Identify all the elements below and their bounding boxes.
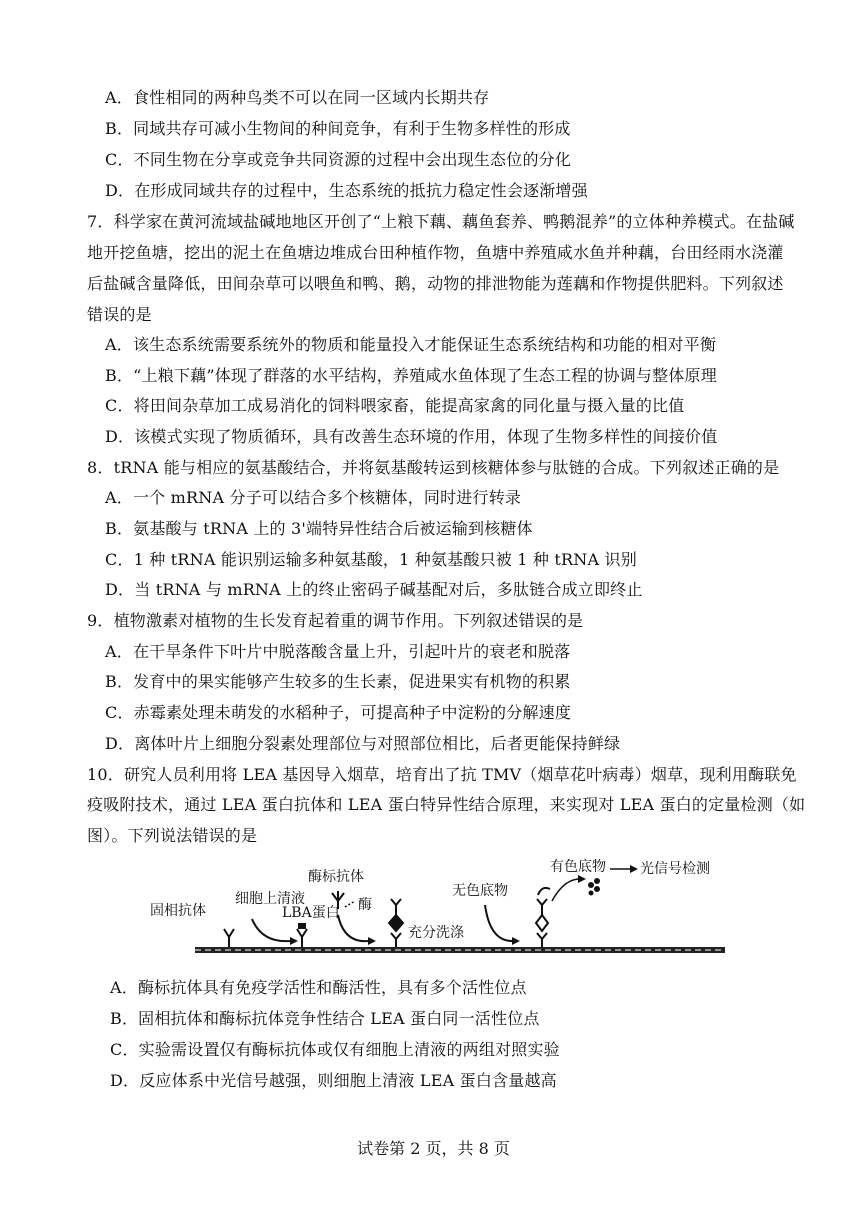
q10-stem-line-3: 图）。下列说法错误的是 — [87, 826, 258, 845]
q6-option-c: C．不同生物在分享或竞争共同资源的过程中会出现生态位的分化 — [105, 150, 572, 169]
q7-stem-line-2: 地开挖鱼塘，挖出的泥土在鱼塘边堆成台田种植作物，鱼塘中养殖咸水鱼并种藕，台田经雨水浇灌 — [87, 243, 784, 262]
label-wash: 充分洗涤 — [408, 925, 464, 941]
q7-option-b: B．“上粮下藕”体现了群落的水平结构，养殖咸水鱼体现了生态工程的协调与整体原理 — [105, 366, 717, 385]
q10-stem-line-1: 10．研究人员利用将 LEA 基因导入烟草，培育出了抗 TMV（烟草花叶病毒）烟草，现利用酶联免 — [87, 765, 797, 784]
q6-option-b: B．同域共存可减小生物间的种间竞争，有利于生物多样性的形成 — [105, 119, 571, 138]
q8-option-a: A．一个 mRNA 分子可以结合多个核糖体，同时进行转录 — [105, 488, 522, 507]
solid-antibody-icon — [224, 929, 234, 947]
q6-option-d: D．在形成同域共存的过程中，生态系统的抵抗力稳定性会逐渐增强 — [105, 181, 588, 200]
label-lba-protein: LBA蛋白 — [282, 905, 340, 921]
page-footer: 试卷第 2 页，共 8 页 — [357, 1139, 510, 1158]
label-solid-antibody: 固相抗体 — [150, 903, 206, 919]
arrow-1 — [252, 919, 290, 941]
q7-option-c: C．将田间杂草加工成易消化的饲料喂家畜，能提高家禽的同化量与摄入量的比值 — [105, 396, 685, 415]
final-complex-icon — [536, 888, 550, 947]
q8-stem: 8．tRNA 能与相应的氨基酸结合，并将氨基酸转运到核糖体参与肽链的合成。下列叙述正确的是 — [87, 458, 780, 477]
label-enzyme: 酶 — [358, 897, 372, 913]
q9-option-b: B．发育中的果实能够产生较多的生长素，促进果实有机物的积累 — [105, 672, 571, 691]
label-enzyme-antibody: 酶标抗体 — [308, 869, 364, 885]
q10-stem-line-2: 疫吸附技术，通过 LEA 蛋白抗体和 LEA 蛋白特异性结合原理，来实现对 LEA 蛋白的定量检测（如 — [87, 795, 806, 814]
label-colored-product: 有色底物 — [550, 859, 606, 875]
arrow-4 — [552, 879, 580, 901]
label-signal-detect: 光信号检测 — [640, 861, 710, 877]
bound-protein-icon — [297, 929, 307, 947]
arrow-3 — [485, 905, 512, 941]
label-supernatant: 细胞上清液 — [235, 891, 305, 907]
q10-option-a: A．酶标抗体具有免疫学活性和酶活性，具有多个活性位点 — [110, 978, 527, 997]
q10-option-d: D．反应体系中光信号越强，则细胞上清液 LEA 蛋白含量越高 — [110, 1071, 557, 1090]
q7-option-d: D．该模式实现了物质循环，具有改善生态环境的作用，体现了生物多样性的间接价值 — [105, 427, 718, 446]
label-colorless-substrate: 无色底物 — [452, 883, 508, 899]
elisa-diagram — [140, 855, 760, 965]
q8-option-c: C．1 种 tRNA 能识别运输多种氨基酸，1 种氨基酸只被 1 种 tRNA 识别 — [105, 550, 637, 569]
q7-stem-line-4: 错误的是 — [87, 305, 152, 324]
q7-option-a: A．该生态系统需要系统外的物质和能量投入才能保证生态系统结构和功能的相对平衡 — [105, 335, 717, 354]
q6-option-a: A．食性相同的两种鸟类不可以在同一区域内长期共存 — [105, 88, 490, 107]
q7-stem-line-3: 后盐碱含量降低，田间杂草可以喂鱼和鸭、鹅，动物的排泄物能为莲藕和作物提供肥料。下列叙述 — [87, 274, 784, 293]
q8-option-b: B．氨基酸与 tRNA 上的 3'端特异性结合后被运输到核糖体 — [105, 519, 533, 538]
arrow-2 — [338, 915, 368, 941]
q10-option-b: B．固相抗体和酶标抗体竞争性结合 LEA 蛋白同一活性位点 — [110, 1009, 540, 1028]
q9-option-d: D．离体叶片上细胞分裂素处理部位与对照部位相比，后者更能保持鲜绿 — [105, 734, 621, 753]
q9-option-a: A．在干旱条件下叶片中脱落酸含量上升，引起叶片的衰老和脱落 — [105, 642, 571, 661]
sandwich-complex-icon — [389, 899, 403, 947]
q8-option-d: D．当 tRNA 与 mRNA 上的终止密码子碱基配对后，多肽链合成立即终止 — [105, 580, 643, 599]
q9-option-c: C．赤霉素处理未萌发的水稻种子，可提高种子中淀粉的分解速度 — [105, 703, 572, 722]
q10-option-c: C．实验需设置仅有酶标抗体或仅有细胞上清液的两组对照实验 — [110, 1040, 560, 1059]
q7-stem-line-1: 7．科学家在黄河流域盐碱地地区开创了“上粮下藕、藕鱼套养、鸭鹅混养”的立体种养模式。在盐碱 — [87, 212, 795, 231]
colored-product-icon — [588, 878, 600, 896]
q9-stem: 9．植物激素对植物的生长发育起着重的调节作用。下列叙述错误的是 — [87, 611, 584, 630]
